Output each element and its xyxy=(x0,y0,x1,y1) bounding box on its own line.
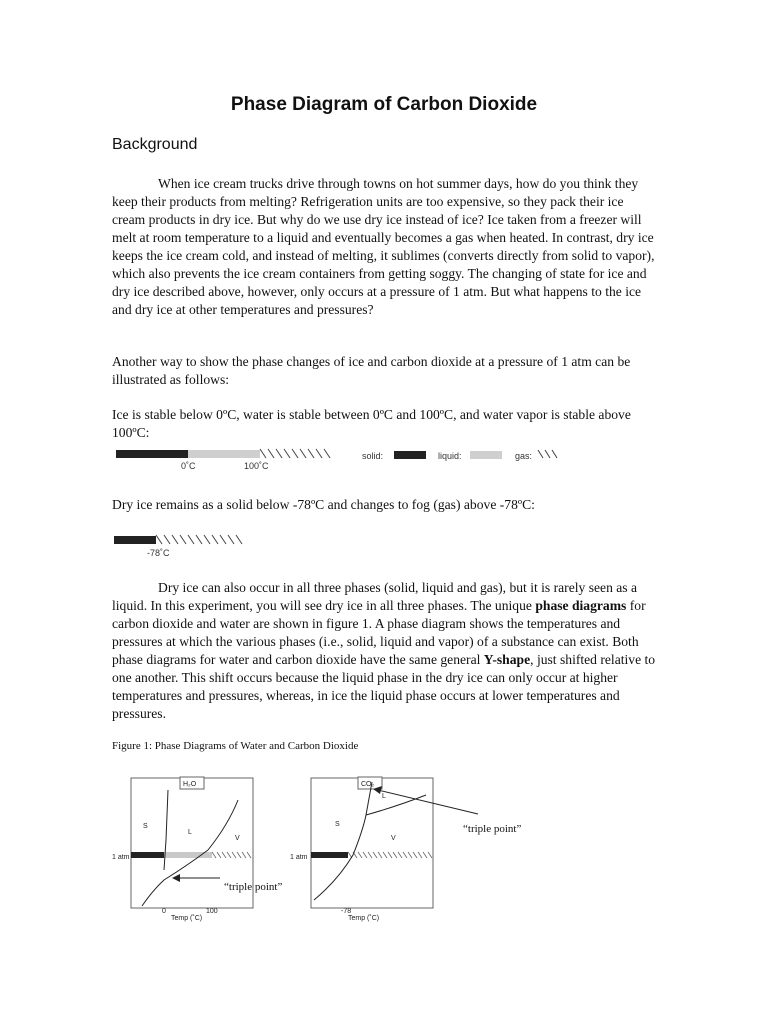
solid-segment xyxy=(116,450,188,458)
co2-1atm-label: 1 atm xyxy=(290,854,308,861)
tick-100c: 100˚C xyxy=(244,461,269,471)
legend-solid-label: solid: xyxy=(362,451,384,461)
co2-triple-point-label: “triple point” xyxy=(463,823,522,835)
ice-phase-bar xyxy=(108,444,578,474)
legend-liquid-label: liquid: xyxy=(438,451,462,461)
section-heading: Background xyxy=(112,136,198,153)
tick-minus78c: -78˚C xyxy=(147,548,170,558)
gas-hatch xyxy=(156,535,242,544)
legend-gas-label: gas: xyxy=(515,451,533,461)
co2-x-axis-label: Temp (˚C) xyxy=(348,915,380,922)
co2-solid-label: S xyxy=(335,821,340,828)
figure-caption: Figure 1: Phase Diagrams of Water and Carbon Dioxide xyxy=(112,740,359,752)
water-gas-hatch xyxy=(212,852,251,858)
co2-phase-diagram xyxy=(290,777,521,922)
water-liquid-label: L xyxy=(188,829,192,836)
paragraph-intro: When ice cream trucks drive through towns on hot summer days, how do you think they keep their products from melting? Refrigeration units are too expensive, so they pack their ice cream products in dry ice. But why do we use dry ice instead of ice? Ice taken from a freezer will melt at room temperature to a liquid and eventually becomes a gas when heated. In contrast, dry ice keeps the ice cream cold, and instead of melting, it sublimes (converts directly from solid to vapor), which also prevents the ice cream containers from getting soggy. The changing of state for ice and dry ice described above, however, only occurs at a pressure of 1 atm. But what happens to the ice and dry ice at other temperatures and pressures? xyxy=(112,176,655,317)
paragraph-ice: Ice is stable below 0ºC, water is stable between 0ºC and 100ºC, and water vapor is stable above 100ºC: xyxy=(112,407,631,440)
legend-gas-swatch xyxy=(538,450,557,458)
co2-vapor-curve xyxy=(366,795,426,815)
page-title: Phase Diagram of Carbon Dioxide xyxy=(230,94,538,115)
tick-0c: 0˚C xyxy=(181,461,196,471)
legend-liquid-swatch xyxy=(470,451,502,459)
co2-vapor-label: V xyxy=(391,835,396,842)
solid-segment xyxy=(114,536,156,544)
water-x-tick-0: 0 xyxy=(162,908,166,915)
water-x-axis-label: Temp (˚C) xyxy=(171,915,203,922)
dry-ice-phase-bar xyxy=(108,530,268,562)
co2-gas-hatch xyxy=(348,852,432,858)
water-solid-segment xyxy=(131,852,164,858)
gas-hatch xyxy=(260,449,330,458)
liquid-segment xyxy=(188,450,260,458)
water-1atm-label: 1 atm xyxy=(112,854,130,861)
water-vapor-label: V xyxy=(235,835,240,842)
water-x-tick-100: 100 xyxy=(206,908,218,915)
co2-solid-segment xyxy=(311,852,348,858)
co2-x-tick-78: -78 xyxy=(341,908,352,915)
water-label: H₂O xyxy=(183,781,197,788)
legend-solid-swatch xyxy=(394,451,426,459)
water-arrowhead xyxy=(172,874,180,882)
paragraph-phase-diagrams: Dry ice can also occur in all three phases (solid, liquid and gas), but it is rarely seen as a liquid. In this experiment, you will see dry ice in all three phases. The unique phase diagrams for carbon dioxide and water are shown in figure 1. A phase diagram shows the temperatures and pressures at which the various phases (i.e., solid, liquid and vapor) of a substance can exist. Both phase diagrams for water and carbon dioxide have the same general Y-shape, just shifted relative to one another. This shift occurs because the liquid phase in the dry ice can only occur at higher temperatures and pressures, whereas, in ice the liquid phase occurs at lower temperatures and pressures. xyxy=(112,580,656,721)
water-solid-label: S xyxy=(143,823,148,830)
co2-liquid-label: L xyxy=(382,793,386,800)
water-phase-diagram xyxy=(112,777,282,922)
co2-frame xyxy=(311,778,433,908)
co2-arrow xyxy=(378,790,478,814)
co2-label: CO₂ xyxy=(361,781,375,788)
water-triple-point-label: “triple point” xyxy=(224,881,283,893)
paragraph-illustration: Another way to show the phase changes of ice and carbon dioxide at a pressure of 1 atm can be illustrated as follows: xyxy=(112,354,631,387)
paragraph-dry-ice: Dry ice remains as a solid below -78ºC and changes to fog (gas) above -78ºC: xyxy=(112,497,535,512)
figure-phase-diagrams xyxy=(108,770,548,930)
